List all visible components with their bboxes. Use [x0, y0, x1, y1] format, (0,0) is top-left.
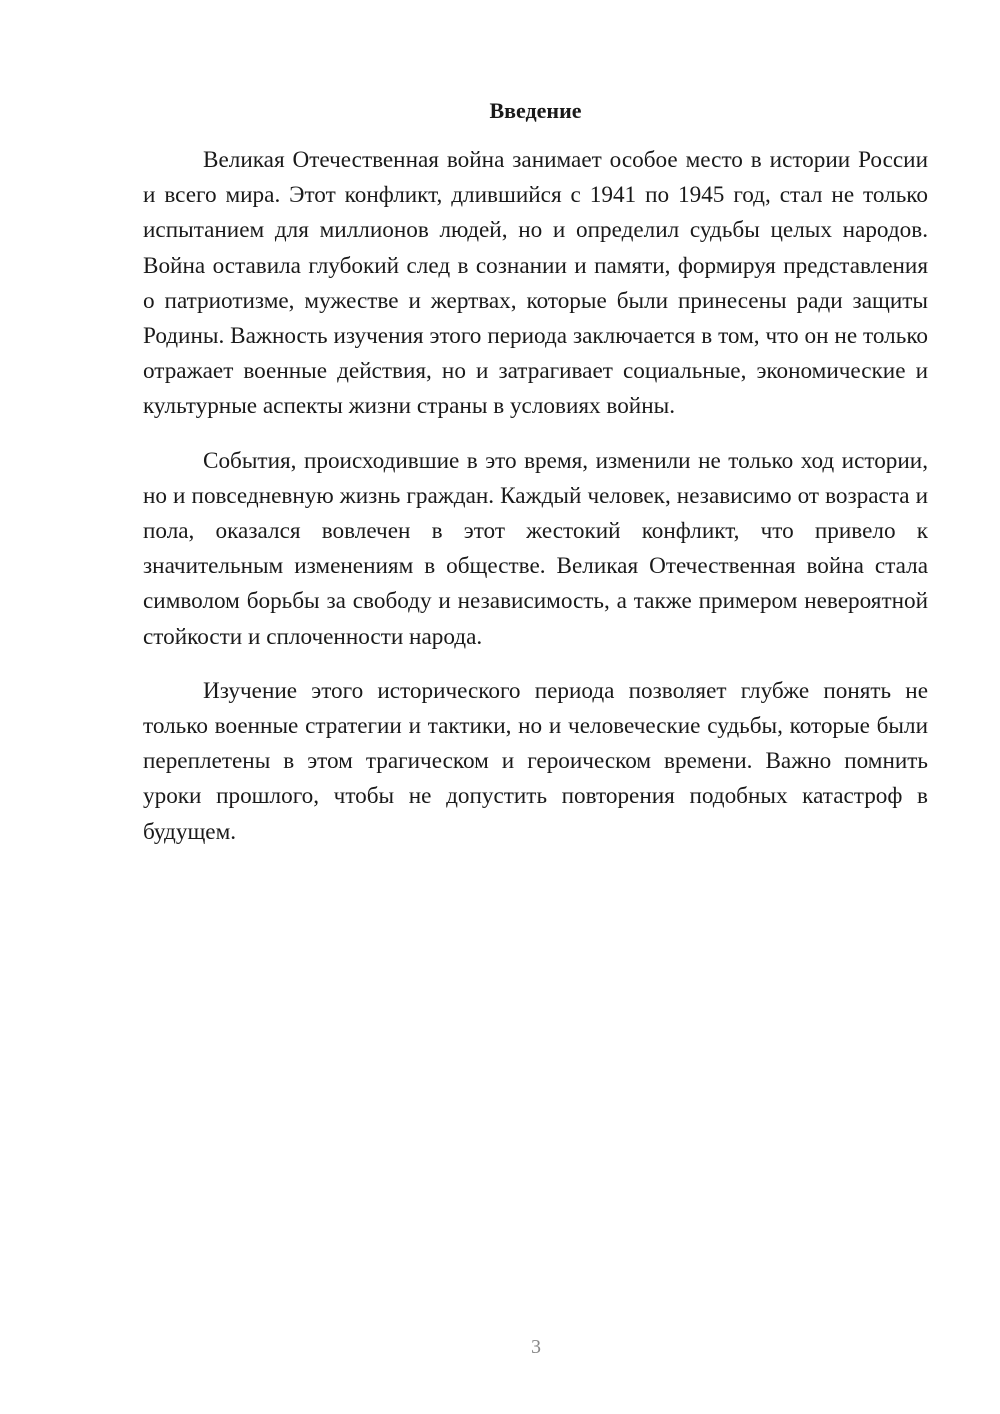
- body-text: [143, 143, 928, 850]
- paragraph-3: Изучение этого исторического периода позволяет глубже понять не только военные стратегии и тактики, но и человеческие судьбы, которые были переплетены в этом трагическом и героическом времени. Важно помнить уроки прошлого, чтобы не допустить повторения подобных катастроф в будущем.: [143, 677, 928, 845]
- section-heading: Введение: [489, 98, 582, 123]
- paragraph-2: События, происходившие в это время, изменили не только ход истории, но и повседневную жизнь граждан. Каждый человек, независимо от возраста и пола, оказался вовлечен в этот жестокий конфликт, что привело к значительным изменениям в обществе. Великая Отечественная война стала символом борьбы за свободу и независимость, а также примером невероятной стойкости и сплоченности народа.: [143, 447, 928, 650]
- paragraph-1: Великая Отечественная война занимает особое место в истории России и всего мира. Этот конфликт, длившийся с 1941 по 1945 год, стал не только испытанием для миллионов людей, но и определил судьбы целых народов. Война оставила глубокий след в сознании и памяти, формируя представления о патриотизме, мужестве и жертвах, которые были принесены ради защиты Родины. Важность изучения этого периода заключается в том, что он не только отражает военные действия, но и затрагивает социальные, экономические и культурные аспекты жизни страны в условиях войны.: [143, 147, 928, 420]
- page-number: 3: [531, 1336, 541, 1358]
